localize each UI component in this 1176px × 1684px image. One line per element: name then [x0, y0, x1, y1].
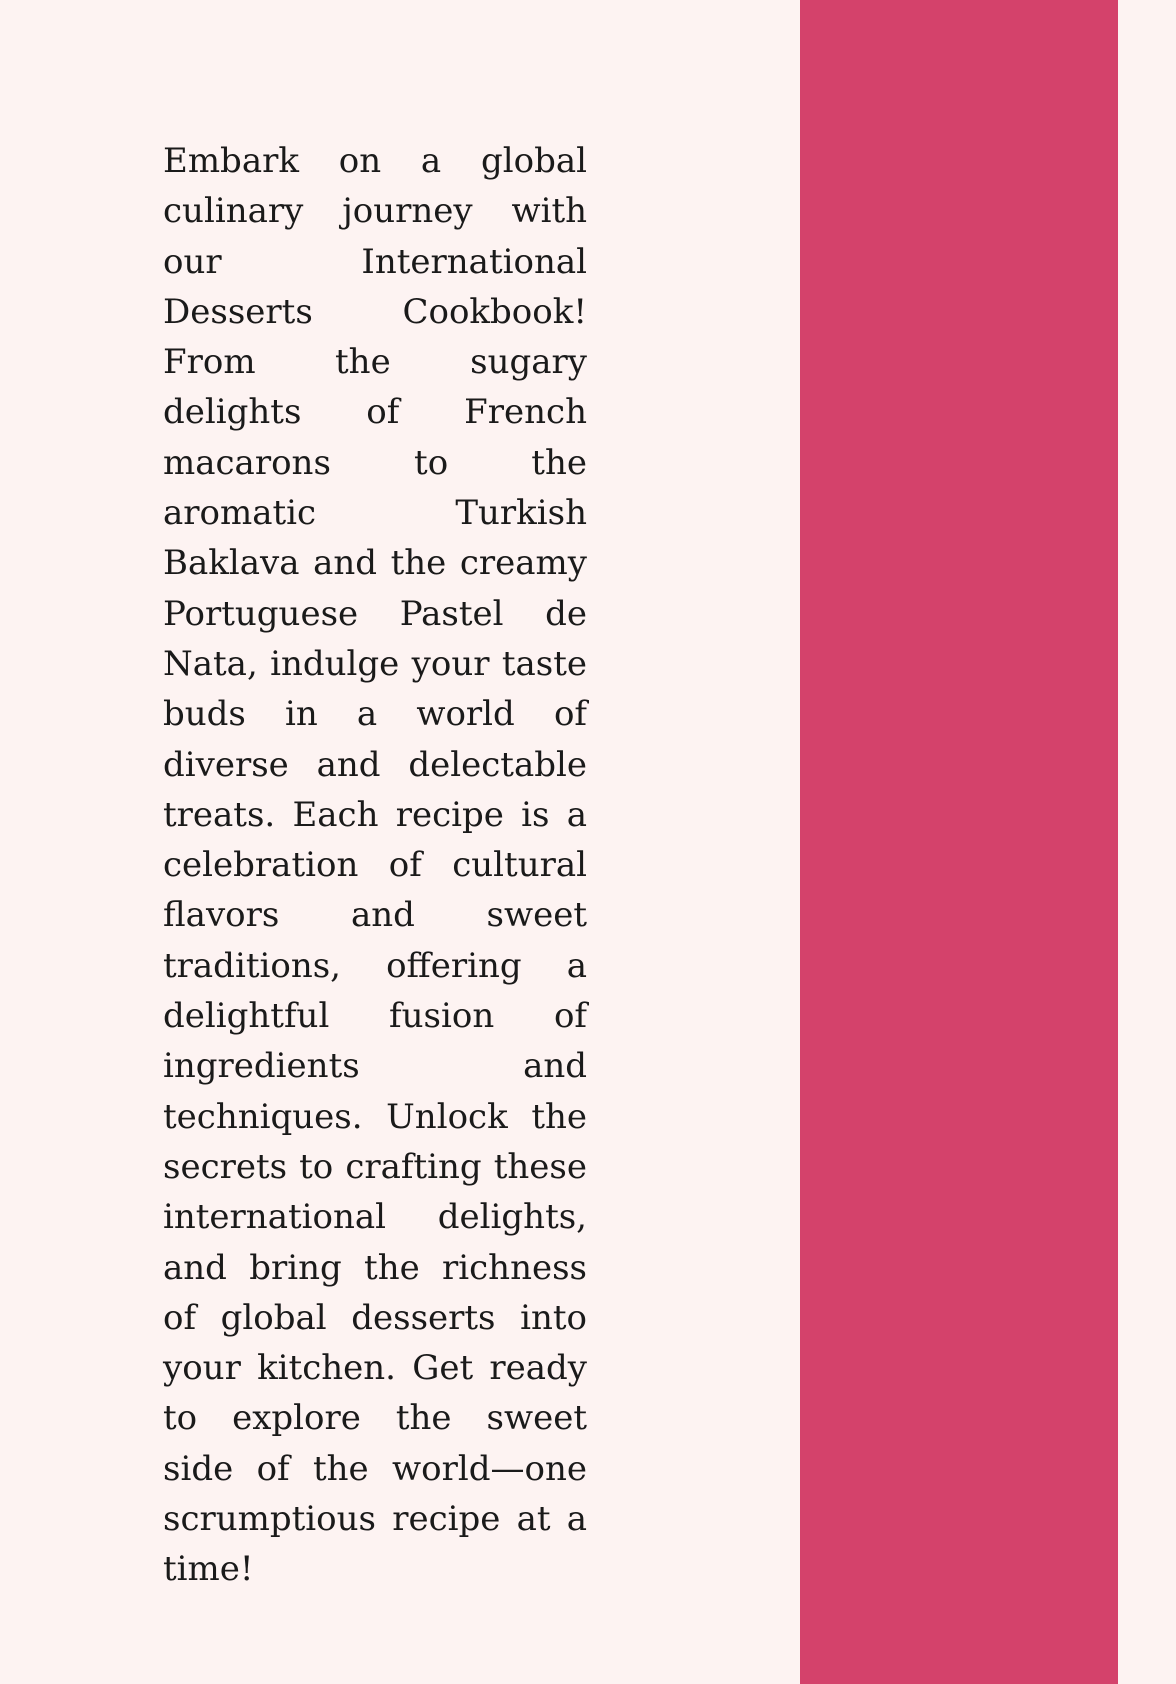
accent-color-band: [800, 0, 1118, 1684]
cookbook-description: Embark on a global culinary journey with our International Desserts Cookbook! From the sugary delights of French macarons to the aromatic Turkish Baklava and the creamy Portuguese Pastel de Nata, indulge your taste buds in a world of diverse and delectable treats. Each recipe is a celebration of cultural flavors and sweet traditions, offering a delightful fusion of ingredients and techniques. Unlock the secrets to crafting these international delights, and bring the richness of global desserts into your kitchen. Get ready to explore the sweet side of the world—one scrumptious recipe at a time!: [163, 141, 587, 1590]
